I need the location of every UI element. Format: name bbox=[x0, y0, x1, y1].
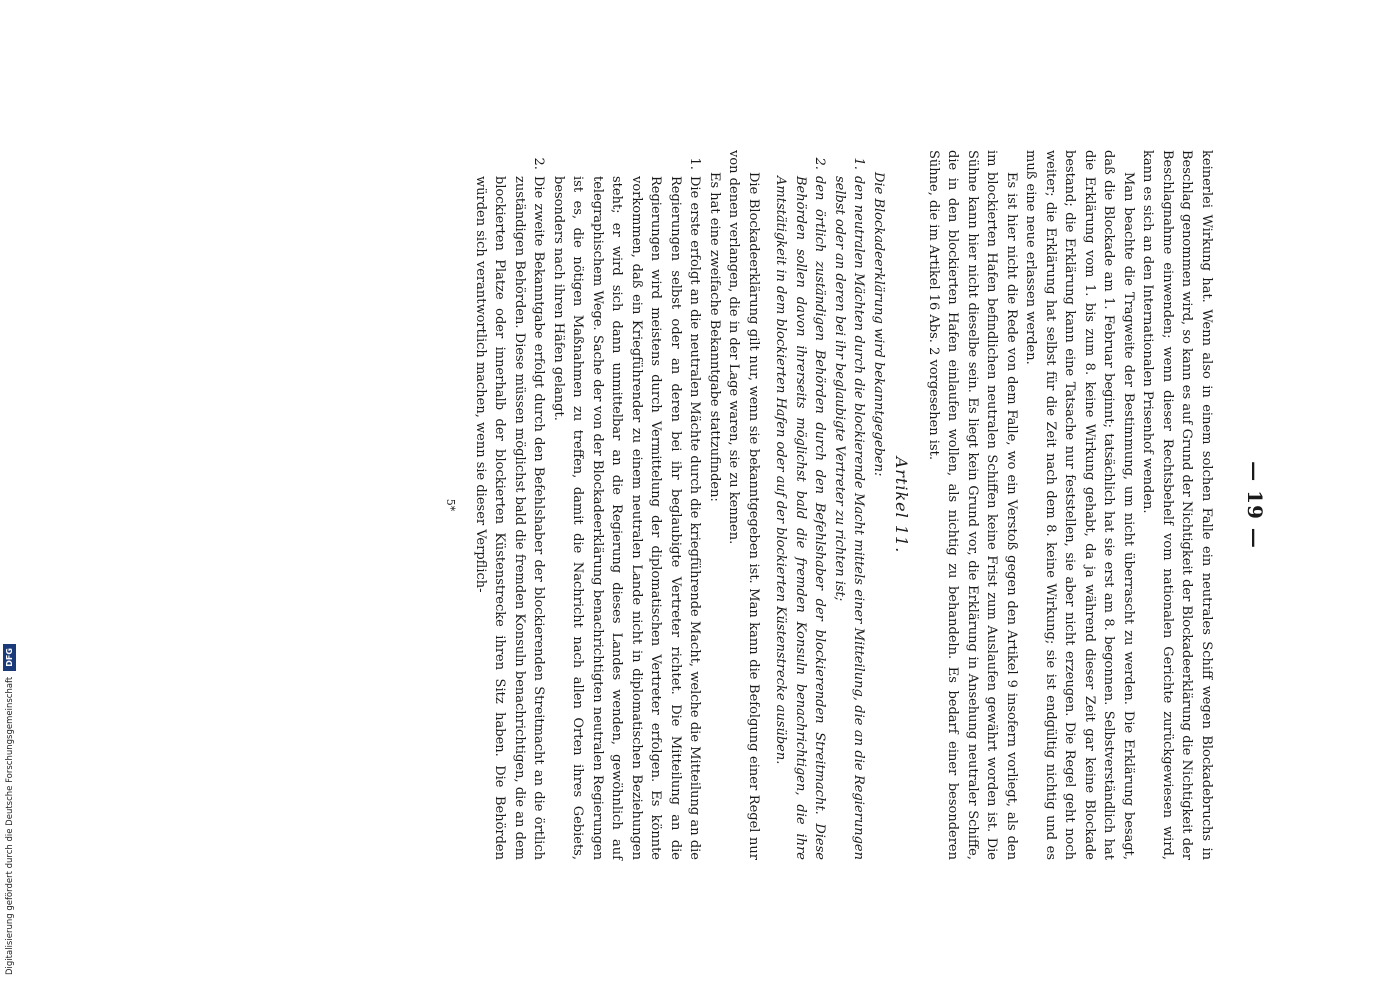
funding-sidebar bbox=[0, 0, 20, 1000]
paragraph-2: Man beachte die Tragweite der Bestimmung, um nicht überrascht zu werden. Die Erklärung besagt, daß die Blockade am 1. Februar beginnt; tatsächlich hat sie erst am 8. begonnen. Selbstverständlich hat die Erklärung vom 1. bis zum 8. keine Wirkung gehabt, da ja während dieser Zeit gar keine Blockade bestand; die Erklärung kann eine Tatsache nur feststellen, sie aber nicht erzeugen. Die Regel geht noch weiter; die Erklärung hat selbst für die Zeit nach dem 8. keine Wirkung; sie ist endgültig nichtig und es muß eine neue erlassen werden. bbox=[1023, 150, 1136, 860]
funding-note: Digitalisierung gefördert durch die Deutsche Forschungsgemeinschaft bbox=[4, 676, 15, 975]
commentary-item-1: 1. Die erste erfolgt an die neutralen Mächte durch die kriegführende Macht, welche die Mitteilung an die Regierungen selbst oder an deren bei ihr beglaubigte Vertreter richtet. Die Mitteilung an die Regierungen wird meistens durch Vermittelung der diplomatischen Vertreter erfolgen. Es könnte vorkommen, daß ein Kriegführender zu einem neutralen Lande nicht in diplomatischen Beziehungen steht; er wird sich dann unmittelbar an die Regierung dieses Landes wenden, gewöhnlich auf telegraphischem Wege. Sache der von der Blockadeerklärung benachrichtigten neutralen Regierungen ist es, die nötigen Maßnahmen zu treffen, damit die Nachricht nach allen Orten ihres Gebiets, besonders nach ihren Häfen gelangt. bbox=[549, 174, 705, 860]
paragraph-validity: Die Blockadeerklärung gilt nur, wenn sie bekanntgegeben ist. Man kann die Befolgung einer Regel nur von denen verlangen, die in der Lage waren, sie zu kennen. bbox=[726, 150, 761, 860]
article-item-1: 1. den neutralen Mächten durch die blockierende Macht mittels einer Mitteilung, die an die Regierungen selbst oder an deren bei ihr beglaubigte Vertreter zu richten ist; bbox=[830, 174, 869, 860]
signature-mark: 5* bbox=[444, 498, 458, 512]
article-list bbox=[771, 150, 869, 860]
article-item-2: 2. den örtlich zuständigen Behörden durch den Befehlshaber der blockierenden Streitmacht. Diese Behörden sollen davon ihrerseits möglichst bald die fremden Konsuln benachrichtigen, die ihre Amtstätigkeit in dem blockierten Hafen oder auf der blockierten Küstenstrecke ausüben. bbox=[771, 174, 830, 860]
article-heading: Artikel 11. bbox=[892, 456, 912, 554]
commentary-item-2: 2. Die zweite Bekanntgabe erfolgt durch den Befehlshaber der blockierenden Streitmacht an die örtlich zuständigen Behörden. Diese müssen möglichst bald die fremden Konsuln benachrichtigen, die an dem blockierten Platze oder innerhalb der blockierten Küstenstrecke ihren Sitz haben. Die Behörden würden sich verantwortlich machen, wenn sie dieser Verpflich- bbox=[471, 174, 549, 860]
article-intro: Die Blockadeerklärung wird bekanntgegeben: bbox=[871, 172, 886, 477]
paragraph-1: keinerlei Wirkung hat. Wenn also in einem solchen Falle ein neutrales Schiff wegen Blockadebruchs in Beschlag genommen wird, so kann es auf Grund der Nichtigkeit der Blockadeerklärung die Nichtigkeit der Beschlagnahme einwenden; wenn dieser Rechtsbehelf vom nationalen Gerichte zurückgewiesen wird, kann es sich an den Internationalen Prisenhof wenden. bbox=[1140, 150, 1214, 860]
paragraph-3: Es ist hier nicht die Rede von dem Falle, wo ein Verstoß gegen den Artikel 9 insofern vorliegt, als den im blockierten Hafen befindlichen neutralen Schiffen keine Frist zum Auslaufen gewährt worden ist. Die Sühne kann hier nicht dieselbe sein. Es liegt kein Grund vor, die Erklärung in Ansehung neutraler Schiffe, die in den blockierten Hafen einlaufen wollen, als nichtig zu behandeln. Es bedarf einer besonderen Sühne, die im Artikel 16 Abs. 2 vorgesehen ist. bbox=[926, 150, 1019, 860]
page-number: — 19 — bbox=[1243, 461, 1267, 549]
dfg-logo-icon: DFG bbox=[3, 644, 16, 671]
scanned-page bbox=[444, 150, 1270, 860]
commentary-list bbox=[471, 150, 705, 860]
paragraph-twofold: Es hat eine zweifache Bekanntgabe stattzufinden: bbox=[707, 172, 722, 502]
